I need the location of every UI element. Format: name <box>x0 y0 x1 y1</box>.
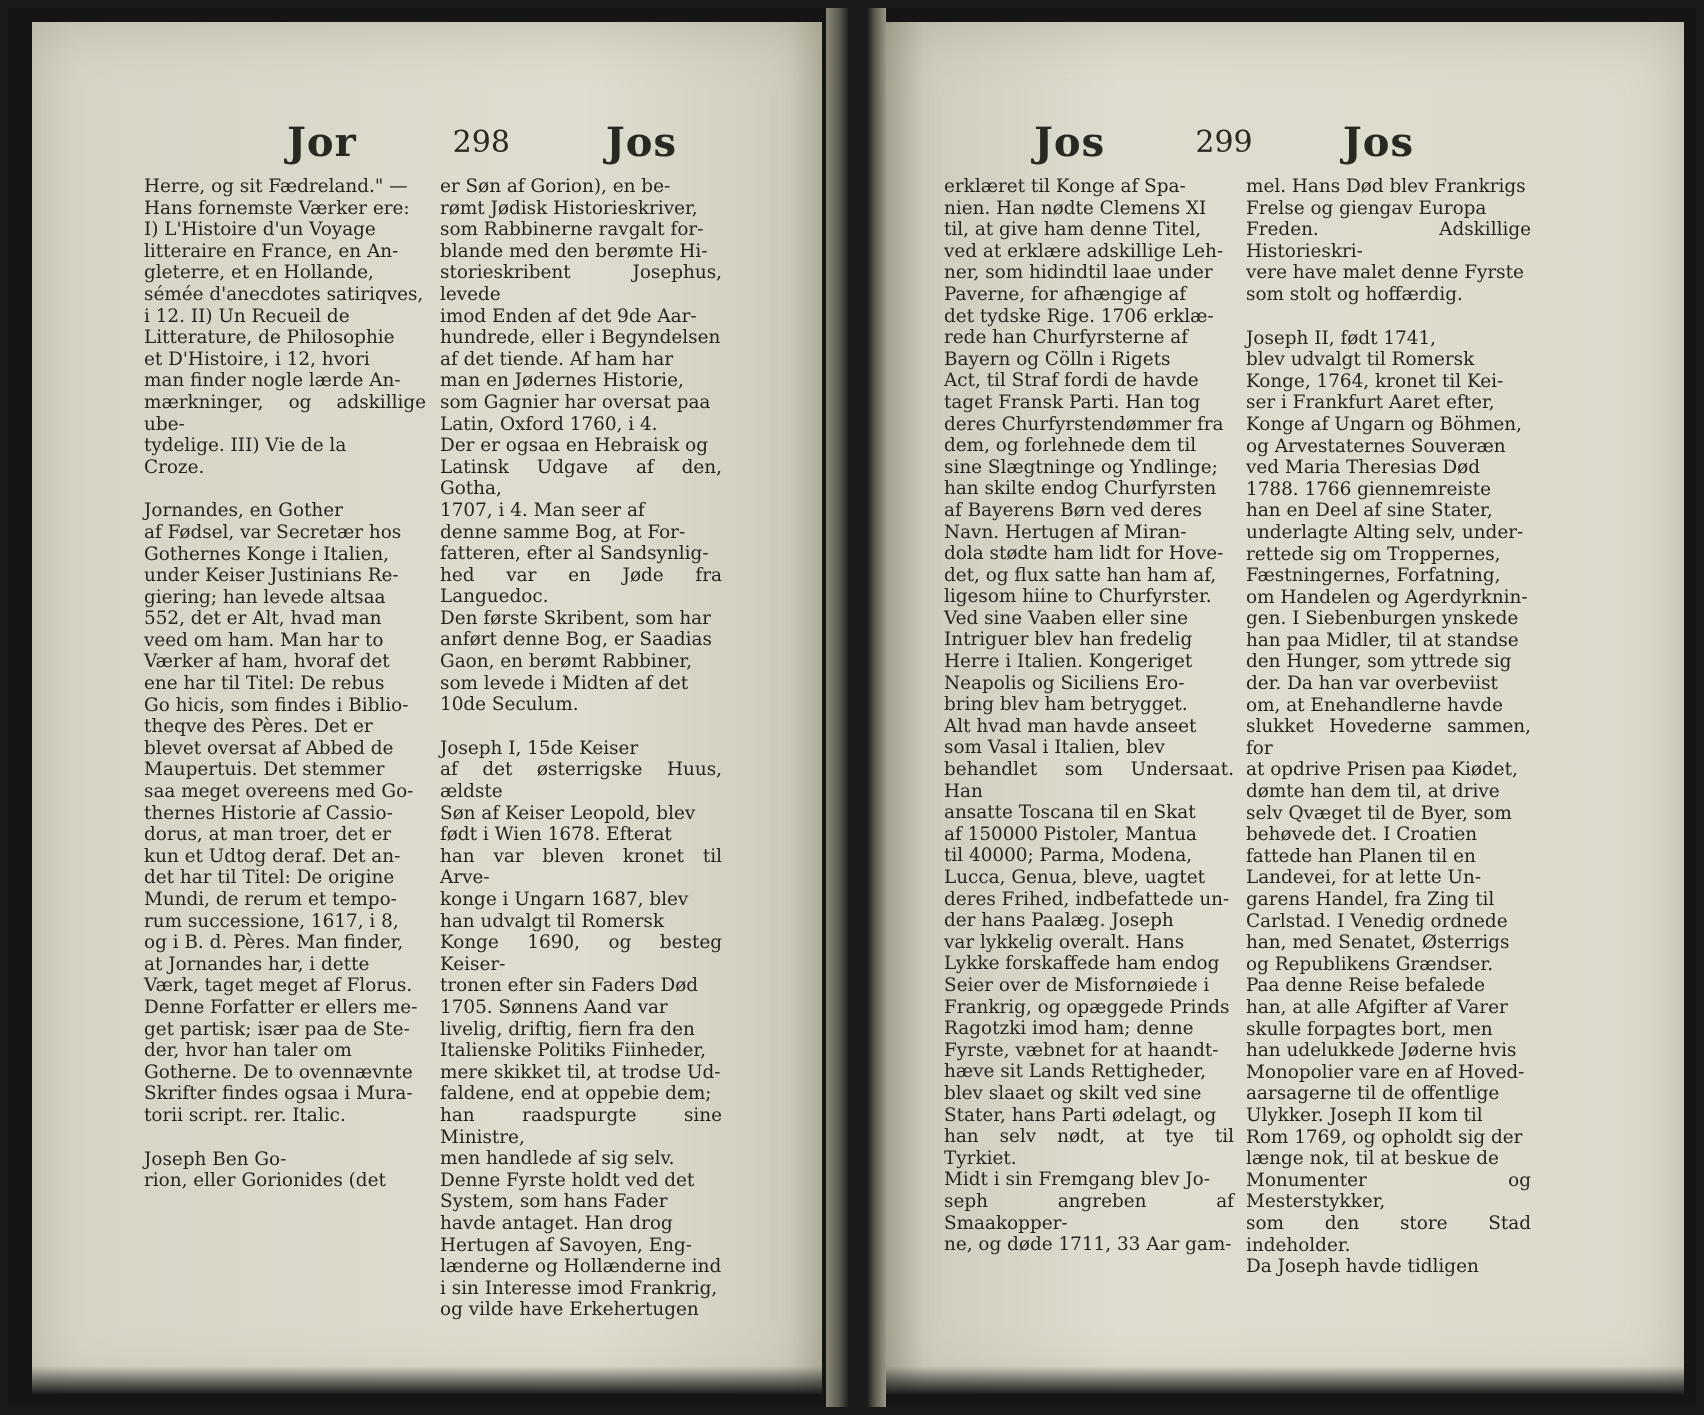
left-page <box>32 22 822 1394</box>
page-shadow <box>32 1366 822 1394</box>
right-running-head-right: Jos <box>1342 118 1414 166</box>
left-running-head-left: Jor <box>287 118 357 166</box>
left-page-column-2 <box>440 176 722 1321</box>
right-scan-frame <box>868 8 1696 1407</box>
left-scan-frame <box>8 8 848 1407</box>
paragraph: Joseph Ben Go- rion, eller Gorionides (det <box>144 1148 386 1192</box>
left-running-head-right: Jos <box>605 118 677 166</box>
paragraph: erklæret til Konge af Spa- nien. Han nødte Clemens XI til, at give ham denne Titel, ved at erklære adskillige Leh- ner, som hidindtil laae under Paverne, for afhængige af det tydske Rige. 1706 erklæ- rede han Churfyrsterne af Bayern og Cölln i Rigets Act, til Straf fordi de havde taget Fransk Parti. Han tog deres Churfyrstendømmer fra dem, og forlehnede dem til sine Slægtninge og Yndlinge; han skilte endog Churfyrsten af Bayerens Børn ved deres Navn. Hertugen af Miran- dola stødte ham lidt for Hove- det, og flux satte han ham af, ligesom hiine to Churfyrster. Ved sine Vaaben eller sine Intriguer blev han fredelig Herre i Italien. Kongeriget Neapolis og Siciliens Ero- bring blev ham betrygget. Alt hvad man havde anseet som Vasal i Italien, blev behandlet som Undersaat. Han ansatte Toscana til en Skat af 150000 Pistoler, Mantua til 40000; Parma, Modena, Lucca, Genua, bleve, uagtet deres Frihed, indbefattede un- der hans Paalæg. Joseph var lykkelig overalt. Hans Lykke forskaffede ham endog Seier over de Misfornøiede i Frankrig, og opæggede Prinds Ragotzki imod ham; denne Fyrste, væbnet for at haandt- hæve sit Lands Rettigheder, blev slaaet og skilt ved sine Stater, hans Parti ødelagt, og han selv nødt, at tye til Tyrkiet. Midt i sin Fremgang blev Jo- seph angreben af Smaakopper- ne, og døde 1711, 33 Aar gam- <box>944 176 1234 1256</box>
paragraph: Herre, og sit Fædreland." — Hans fornemste Værker ere: I) L'Histoire d'un Voyage litteraire en France, en An- gleterre, et en Hollande, sémée d'anecdotes satiriqves, i 12. II) Un Recueil de Litterature, de Philosophie et D'Histoire, i 12, hvori man finder nogle lærde An- mærkninger, og adskillige ube- tydelige. III) Vie de la Croze. <box>144 176 426 478</box>
page-shadow <box>884 1366 1684 1394</box>
left-page-header <box>287 112 677 172</box>
right-running-head-left: Jos <box>1034 118 1106 166</box>
book-gutter-right <box>868 8 886 1407</box>
book-gutter-left <box>826 8 848 1407</box>
paragraph: er Søn af Gorion), en be- rømt Jødisk Historieskriver, som Rabbinerne ravgalt for- blande med den berømte Hi- storieskribent Josephus, levede imod Enden af det 9de Aar- hundrede, eller i Begyndelsen af det tiende. Af ham har man en Jødernes Historie, som Gagnier har oversat paa Latin, Oxford 1760, i 4. Der er ogsaa en Hebraisk og Latinsk Udgave af den, Gotha, 1707, i 4. Man seer af denne samme Bog, at For- fatteren, efter al Sandsynlig- hed var en Jøde fra Languedoc. Den første Skribent, som har anført denne Bog, er Saadias Gaon, en berømt Rabbiner, som levede i Midten af det 10de Seculum. <box>440 176 722 716</box>
right-page-number: 299 <box>1195 124 1253 160</box>
right-page-column-1 <box>944 176 1234 1256</box>
right-page-column-2 <box>1246 176 1531 1278</box>
paragraph: Joseph II, født 1741, blev udvalgt til Romersk Konge, 1764, kronet til Kei- ser i Frankfurt Aaret efter, Konge af Ungarn og Böhmen, og Arvestaternes Souveræn ved Maria Theresias Død 1788. 1766 giennemreiste han en Deel af sine Stater, underlagte Alting selv, under- rettede sig om Troppernes, Fæstningernes, Forfatning, om Handelen og Agerdyrknin- gen. I Siebenburgen ynskede han paa Midler, til at standse den Hunger, som yttrede sig der. Da han var overbeviist om, at Enehandlerne havde slukket Hovederne sammen, for at opdrive Prisen paa Kiødet, dømte han dem til, at drive selv Qvæget til de Byer, som behøvede det. I Croatien fattede han Planen til en Landevei, for at lette Un- garens Handel, fra Zing til Carlstad. I Venedig ordnede han, med Senatet, Østerrigs og Republikens Grændser. Paa denne Reise befalede han, at alle Afgifter af Varer skulle forpagtes bort, men han udelukkede Jøderne hvis Monopolier vare en af Hoved- aarsagerne til de offentlige Ulykker. Joseph II kom til Rom 1769, og opholdt sig der længe nok, til at beskue de Monumenter og Mesterstykker, som den store Stad indeholder. Da Joseph havde tidligen <box>1246 327 1531 1278</box>
paragraph: mel. Hans Død blev Frankrigs Frelse og giengav Europa Freden. Adskillige Historieskri- vere have malet denne Fyrste som stolt og hoffærdig. <box>1246 176 1531 305</box>
left-page-number: 298 <box>452 124 510 160</box>
left-page-column-1 <box>144 176 426 1192</box>
right-page-header <box>1034 112 1414 172</box>
paragraph: Joseph I, 15de Keiser af det østerrigske Huus, ældste Søn af Keiser Leopold, blev født i Wien 1678. Efterat han var bleven kronet til Arve- konge i Ungarn 1687, blev han udvalgt til Romersk Konge 1690, og besteg Keiser- tronen efter sin Faders Død 1705. Sønnens Aand var livelig, driftig, fiern fra den Italienske Politiks Fiinheder, mere skikket til, at trodse Ud- faldene, end at oppebie dem; han raadspurgte sine Ministre, men handlede af sig selv. Denne Fyrste holdt ved det System, som hans Fader havde antaget. Han drog Hertugen af Savoyen, Eng- lænderne og Hollænderne ind i sin Interesse imod Frankrig, og vilde have Erkehertugen <box>440 737 722 1321</box>
paragraph: Jornandes, en Gother af Fødsel, var Secretær hos Gothernes Konge i Italien, under Keiser Justinians Re- giering; han levede altsaa 552, det er Alt, hvad man veed om ham. Man har to Værker af ham, hvoraf det ene har til Titel: De rebus Go hicis, som findes i Biblio- theqve des Pères. Det er blevet oversat af Abbed de Maupertuis. Det stemmer saa meget overeens med Go- thernes Historie af Cassio- dorus, at man troer, det er kun et Udtog deraf. Det an- det har til Titel: De origine Mundi, de rerum et tempo- rum successione, 1617, i 8, og i B. d. Pères. Man finder, at Jornandes har, i dette Værk, taget meget af Florus. Denne Forfatter er ellers me- get partisk; især paa de Ste- der, hvor han taler om Gotherne. De to ovennævnte Skrifter findes ogsaa i Mura- torii script. rer. Italic. <box>144 500 418 1126</box>
right-page <box>884 22 1684 1394</box>
